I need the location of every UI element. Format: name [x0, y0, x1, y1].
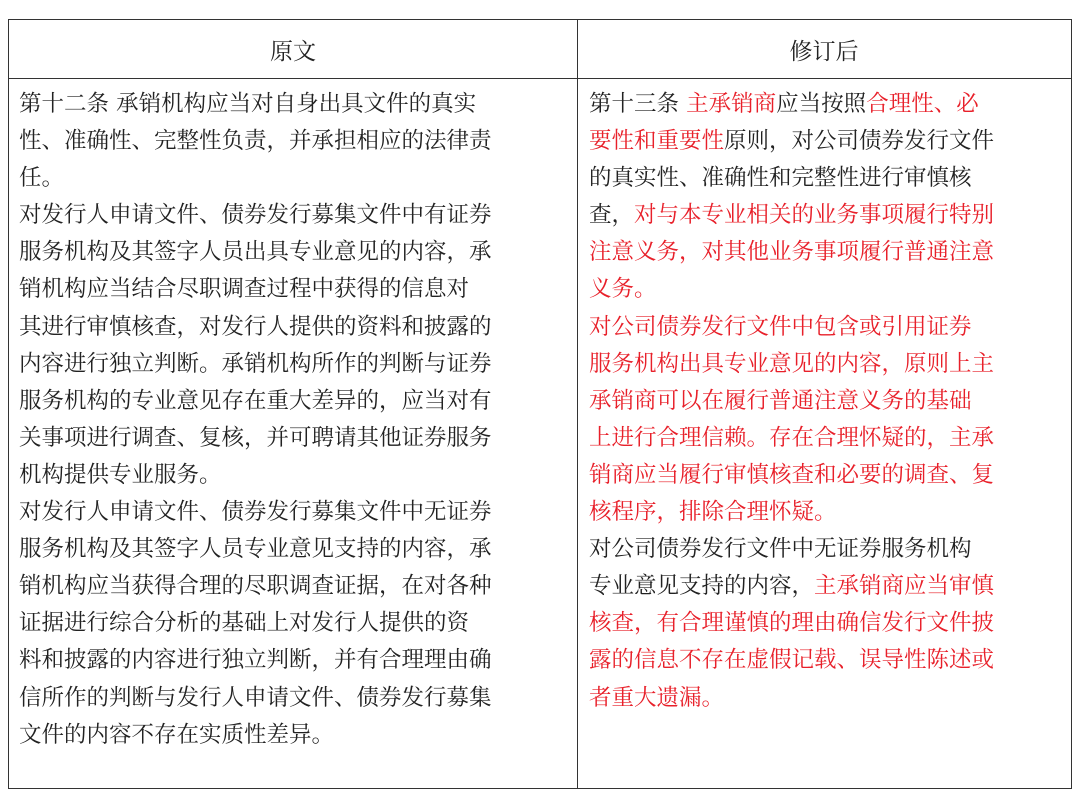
- revised-text: 的真实性、准确性和完整性进行审慎核: [589, 165, 972, 192]
- revised-text-highlighted: 承销商可以在履行普通注意义务的基础: [589, 387, 972, 414]
- revised-text-highlighted: 要性和重要性: [589, 128, 725, 155]
- revised-text: 原则，对公司债券发行文件: [724, 128, 995, 155]
- revised-text-highlighted: 核查，有合理谨慎的理由确信发行文件披: [589, 610, 995, 637]
- revised-line: [589, 234, 994, 271]
- revised-text: 对公司债券发行文件中无证券服务机构: [589, 536, 972, 563]
- revised-text-highlighted: 主承销商应当审慎: [814, 573, 995, 600]
- original-line: 对发行人申请文件、债券发行募集文件中有证券: [19, 202, 492, 229]
- original-line: 证据进行综合分析的基础上对发行人提供的资: [19, 610, 470, 637]
- original-line: 文件的内容不存在实质性差异。: [19, 721, 335, 748]
- original-line: 销机构应当获得合理的尽职调查证据，在对各种: [19, 573, 492, 600]
- revised-line: [589, 568, 994, 605]
- original-text-cell: [19, 86, 492, 754]
- column-divider: [577, 20, 578, 788]
- revised-text: 专业意见支持的内容，: [589, 573, 815, 600]
- revised-text-highlighted: 对公司债券发行文件中包含或引用证券: [589, 313, 972, 340]
- header-original: 原文: [9, 20, 577, 79]
- revised-line: [589, 680, 994, 717]
- revised-text: 第十三条: [589, 91, 687, 117]
- revised-text-highlighted: 露的信息不存在虚假记载、误导性陈述或: [589, 647, 995, 674]
- revised-text-highlighted: 服务机构出具专业意见的内容，原则上主: [589, 350, 995, 377]
- original-line: 内容进行独立判断。承销机构所作的判断与证券: [19, 350, 492, 377]
- original-line: 任。: [19, 165, 65, 192]
- original-line: 料和披露的内容进行独立判断，并有合理理由确: [19, 647, 492, 674]
- revised-line: [589, 605, 994, 642]
- original-line: 关事项进行调查、复核，并可聘请其他证券服务: [19, 424, 492, 451]
- revised-line: [589, 346, 994, 383]
- original-line: 销机构应当结合尽职调查过程中获得的信息对: [19, 276, 470, 303]
- revised-line: [589, 271, 994, 308]
- original-line: 性、准确性、完整性负责，并承担相应的法律责: [19, 128, 492, 155]
- revised-text: 查，: [589, 202, 635, 229]
- revised-text-cell: [589, 86, 994, 717]
- revised-line: [589, 420, 994, 457]
- revised-text-highlighted: 上进行合理信赖。存在合理怀疑的，主承: [589, 424, 995, 451]
- revised-line: [589, 309, 994, 346]
- revised-text: 应当按照: [776, 91, 867, 117]
- revised-line: [589, 457, 994, 494]
- revised-line: [589, 642, 994, 679]
- original-line: 机构提供专业服务。: [19, 461, 222, 488]
- original-line: 服务机构及其签字人员专业意见支持的内容，承: [19, 536, 492, 563]
- revised-line: [589, 383, 994, 420]
- revised-line: [589, 123, 994, 160]
- comparison-table: [8, 19, 1072, 789]
- revised-text-highlighted: 对与本专业相关的业务事项履行特别: [634, 202, 995, 229]
- original-line: 服务机构及其签字人员出具专业意见的内容，承: [19, 239, 492, 266]
- revised-text-highlighted: 义务。: [589, 276, 657, 303]
- header-revised: 修订后: [577, 20, 1071, 79]
- original-line: 第十二条 承销机构应当对自身出具文件的真实: [19, 91, 477, 117]
- revised-text-highlighted: 注意义务，对其他业务事项履行普通注意: [589, 239, 995, 266]
- revised-text-highlighted: 合理性、必: [866, 91, 979, 117]
- original-line: 信所作的判断与发行人申请文件、债券发行募集: [19, 684, 492, 711]
- original-line: 对发行人申请文件、债券发行募集文件中无证券: [19, 499, 492, 526]
- revised-text-highlighted: 主承销商: [686, 91, 777, 117]
- original-line: 服务机构的专业意见存在重大差异的，应当对有: [19, 387, 492, 414]
- revised-line: [589, 531, 994, 568]
- revised-text-highlighted: 销商应当履行审慎核查和必要的调查、复: [589, 461, 995, 488]
- revised-line: [589, 86, 994, 123]
- revised-text-highlighted: 者重大遗漏。: [589, 684, 725, 711]
- revised-line: [589, 197, 994, 234]
- original-line: 其进行审慎核查，对发行人提供的资料和披露的: [19, 313, 492, 340]
- revised-line: [589, 494, 994, 531]
- revised-line: [589, 160, 994, 197]
- revised-text-highlighted: 核程序，排除合理怀疑。: [589, 499, 837, 526]
